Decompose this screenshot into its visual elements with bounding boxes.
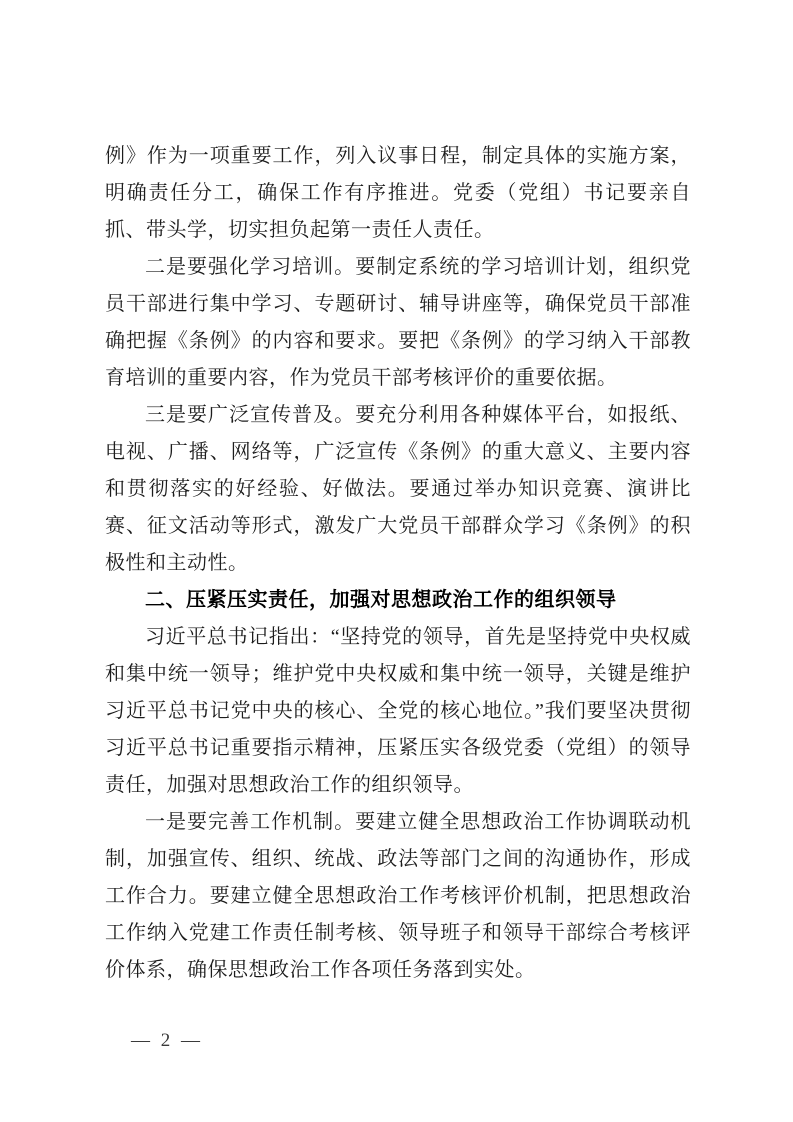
page-number: — 2 — — [131, 1030, 203, 1051]
body-paragraph-continuation: 例》作为一项重要工作，列入议事日程，制定具体的实施方案，明确责任分工，确保工作有序推进。党委（党组）书记要亲自抓、带头学，切实担负起第一责任人责任。 — [105, 145, 691, 241]
document-body — [105, 138, 691, 989]
body-paragraph: 一是要完善工作机制。要建立健全思想政治工作协调联动机制，加强宣传、组织、统战、政法等部门之间的沟通协作，形成工作合力。要建立健全思想政治工作考核评价机制，把思想政治工作纳入党建工作责任制考核、领导班子和领导干部综合考核评价体系，确保思想政治工作各项任务落到实处。 — [105, 811, 691, 981]
section-heading: 二、压紧压实责任，加强对思想政治工作的组织领导 — [145, 589, 617, 611]
body-paragraph: 二是要强化学习培训。要制定系统的学习培训计划，组织党员干部进行集中学习、专题研讨、辅导讲座等，确保党员干部准确把握《条例》的内容和要求。要把《条例》的学习纳入干部教育培训的重要内容，作为党员干部考核评价的重要依据。 — [105, 256, 691, 389]
body-paragraph: 习近平总书记指出：“坚持党的领导，首先是坚持党中央权威和集中统一领导；维护党中央权威和集中统一领导，关键是维护习近平总书记党中央的核心、全党的核心地位。”我们要坚决贯彻习近平总书记重要指示精神，压紧压实各级党委（党组）的领导责任，加强对思想政治工作的组织领导。 — [105, 626, 691, 796]
body-paragraph: 三是要广泛宣传普及。要充分利用各种媒体平台，如报纸、电视、广播、网络等，广泛宣传《条例》的重大意义、主要内容和贯彻落实的好经验、好做法。要通过举办知识竞赛、演讲比赛、征文活动等形式，激发广大党员干部群众学习《条例》的积极性和主动性。 — [105, 404, 691, 574]
